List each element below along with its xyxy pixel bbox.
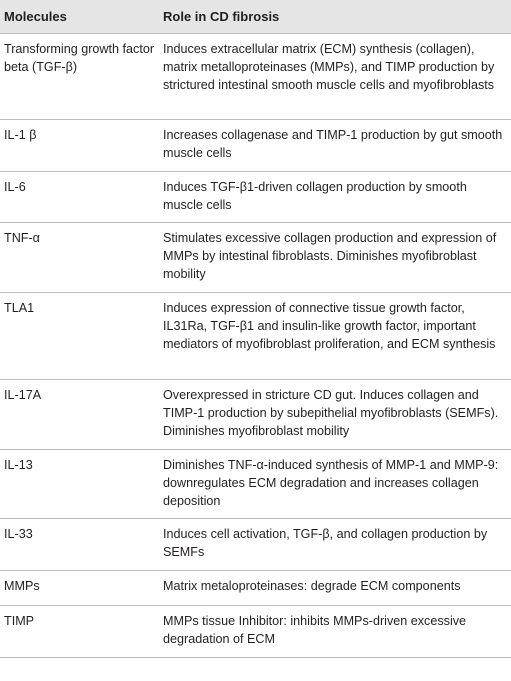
role-cell: MMPs tissue Inhibitor: inhibits MMPs-driven excessive degradation of ECM [163,614,467,646]
role-cell: Diminishes TNF-α-induced synthesis of MMP-1 and MMP-9: downregulates ECM degradation and increases collagen deposition [163,458,499,508]
header-molecules: Molecules [4,9,67,24]
molecule-cell: Transforming growth factor beta (TGF-β) [4,42,155,74]
role-cell: Overexpressed in stricture CD gut. Induces collagen and TIMP-1 production by subepithelial myofibroblasts (SEMFs). Diminishes myofibroblast mobility [163,388,499,438]
table-row [0,172,511,223]
table-row [0,606,511,658]
molecule-cell: TIMP [4,614,35,628]
table-row [0,450,511,519]
role-cell: Induces expression of connective tissue growth factor, IL31Ra, TGF-β1 and insulin-like growth factor, important mediators of myofibroblast proliferation, and ECM synthesis [163,301,496,351]
role-cell: Induces TGF-β1-driven collagen production by smooth muscle cells [163,180,467,212]
molecule-cell: IL-33 [4,527,33,541]
molecule-cell: MMPs [4,579,40,593]
molecule-cell: IL-6 [4,180,26,194]
molecule-cell: TLA1 [4,301,35,315]
role-cell: Induces cell activation, TGF-β, and collagen production by SEMFs [163,527,488,559]
table-header [0,0,511,34]
header-role: Role in CD fibrosis [163,9,280,24]
molecule-cell: IL-13 [4,458,33,472]
role-cell: Induces extracellular matrix (ECM) synthesis (collagen), matrix metalloproteinases (MMPs), and TIMP production by strictured intestinal smooth muscle cells and myofibroblasts [163,42,495,92]
table-row [0,293,511,380]
role-cell: Increases collagenase and TIMP-1 production by gut smooth muscle cells [163,128,503,160]
molecule-cell: TNF-α [4,231,40,245]
table-row [0,34,511,120]
molecule-cell: IL-1 β [4,128,37,142]
table-row [0,223,511,293]
role-cell: Matrix metaloproteinases: degrade ECM components [163,579,461,593]
table-row [0,380,511,450]
table-row [0,120,511,172]
table-row [0,571,511,606]
role-cell: Stimulates excessive collagen production and expression of MMPs by intestinal fibroblasts. Diminishes myofibroblast mobility [163,231,497,281]
table-row [0,519,511,571]
molecule-cell: IL-17A [4,388,42,402]
